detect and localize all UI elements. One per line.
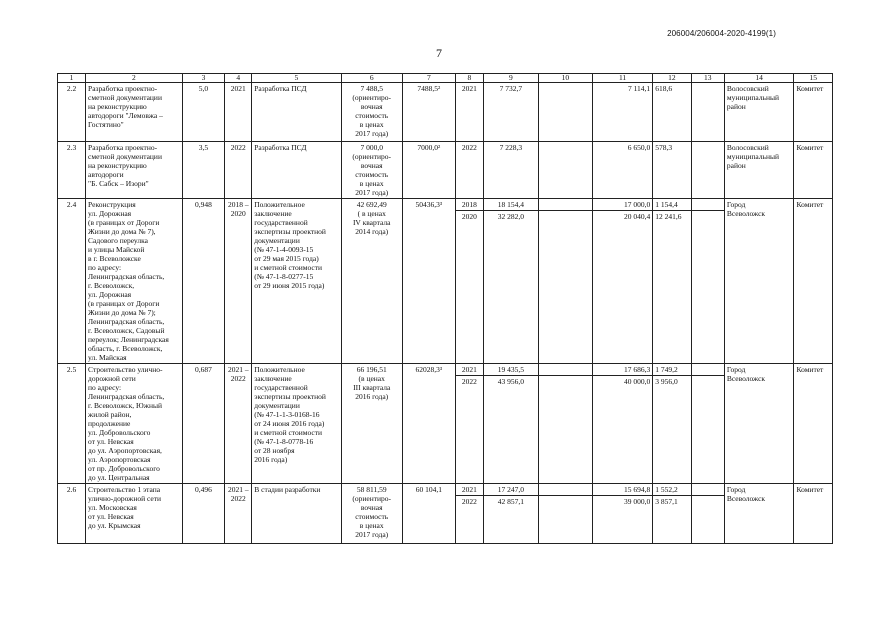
funding-other [691, 364, 724, 484]
page-number: 7 [436, 46, 442, 60]
column-number: 12 [653, 74, 691, 83]
funding-regional-1: 17 686,3 [593, 365, 652, 376]
district: Город Всеволожск [724, 199, 794, 364]
funding-local [653, 364, 691, 484]
funding-other [691, 484, 724, 544]
funding-other [691, 142, 724, 199]
column-number-row [58, 74, 833, 83]
length: 5,0 [182, 83, 225, 142]
column-number: 6 [341, 74, 402, 83]
column-number: 9 [483, 74, 538, 83]
current-cost: 50436,3³ [402, 199, 455, 364]
column-number: 11 [592, 74, 652, 83]
funding-local-2: 3 956,0 [655, 377, 678, 386]
funding-regional: 6 650,0 [592, 142, 652, 199]
funding-total-1: 18 154,4 [484, 200, 538, 211]
length: 0,496 [182, 484, 225, 544]
funding-regional-2: 40 000,0 [623, 377, 651, 386]
funding-local [653, 199, 691, 364]
year: 2021 – 2022 [225, 364, 252, 484]
funding-total-2: 32 282,0 [497, 212, 525, 221]
customer: Комитет [794, 364, 833, 484]
column-number: 3 [182, 74, 225, 83]
funding-total [483, 364, 538, 484]
table-row [58, 142, 833, 199]
column-number: 5 [252, 74, 341, 83]
object-name: Реконструкция ул. Дорожная (в границах от Дороги Жизни до дома № 7), Садового переулка и улицы Майской в г. Всеволожске по адресу: Ленинградская область, г. Всеволожск, ул. Дорожная (в границах от Дороги Жизни до дома № 7); Ленинградская область, г. Всеволожск, Садовый переулок; Ленинградская область, г. Всеволожск, ул. Майская [86, 199, 183, 364]
column-number: 10 [538, 74, 592, 83]
funding-federal [538, 83, 592, 142]
column-number: 13 [691, 74, 724, 83]
funding-federal [538, 199, 592, 364]
funding-total-1: 17 247,0 [484, 485, 538, 496]
funding-regional-2: 20 040,4 [623, 212, 651, 221]
funding-year [455, 364, 483, 484]
year: 2018 – 2020 [225, 199, 252, 364]
current-cost: 62028,3³ [402, 364, 455, 484]
current-cost: 7488,5² [402, 83, 455, 142]
table-row [58, 484, 833, 544]
row-number: 2.3 [58, 142, 86, 199]
funding-total-1: 19 435,5 [484, 365, 538, 376]
funding-year: 2021 [455, 83, 483, 142]
current-cost: 60 104,1 [402, 484, 455, 544]
status: Разработка ПСД [252, 83, 341, 142]
funding-total: 7 228,3 [483, 142, 538, 199]
funding-year-2: 2020 [461, 212, 477, 221]
customer: Комитет [794, 83, 833, 142]
table-row [58, 83, 833, 142]
funding-year-1: 2021 [456, 365, 483, 376]
status: Разработка ПСД [252, 142, 341, 199]
funding-total: 7 732,7 [483, 83, 538, 142]
document-id: 206004/206004-2020-4199(1) [667, 29, 776, 38]
column-number: 8 [455, 74, 483, 83]
funding-regional [592, 199, 652, 364]
status: Положительное заключение государственной экспертизы проектной документации (№ 47-1-1-3-0168-16 от 24 июня 2016 года) и сметной стоимости (№ 47-1-8-0778-16 от 28 ноября 2016 года) [252, 364, 341, 484]
column-number: 7 [402, 74, 455, 83]
program-table [57, 73, 833, 544]
district: Волосовский муниципальный район [724, 83, 794, 142]
current-cost: 7000,0² [402, 142, 455, 199]
status: В стадии разработки [252, 484, 341, 544]
district: Волосовский муниципальный район [724, 142, 794, 199]
funding-total [483, 199, 538, 364]
year: 2021 – 2022 [225, 484, 252, 544]
funding-year [455, 199, 483, 364]
length: 0,687 [182, 364, 225, 484]
column-number: 2 [86, 74, 183, 83]
funding-regional-1: 17 000,0 [593, 200, 652, 211]
district: Город Всеволожск [724, 364, 794, 484]
table-row [58, 364, 833, 484]
row-number: 2.4 [58, 199, 86, 364]
funding-other [691, 83, 724, 142]
funding-regional: 7 114,1 [592, 83, 652, 142]
column-number: 1 [58, 74, 86, 83]
estimated-cost: 7 488,5 (ориентиро- вочная стоимость в ценах 2017 года) [341, 83, 402, 142]
object-name: Строительство 1 этапа улично-дорожной сети ул. Московская от ул. Невская до ул. Крымская [86, 484, 183, 544]
funding-year: 2022 [455, 142, 483, 199]
estimated-cost: 7 000,0 (ориентиро- вочная стоимость в ценах 2017 года) [341, 142, 402, 199]
funding-total-2: 43 956,0 [497, 377, 525, 386]
funding-local-2: 3 857,1 [655, 497, 678, 506]
funding-regional-2: 39 000,0 [623, 497, 651, 506]
customer: Комитет [794, 484, 833, 544]
funding-federal [538, 364, 592, 484]
funding-year-1: 2018 [456, 200, 483, 211]
table-row [58, 199, 833, 364]
funding-local: 618,6 [653, 83, 691, 142]
column-number: 15 [794, 74, 833, 83]
column-number: 14 [724, 74, 794, 83]
year: 2022 [225, 142, 252, 199]
estimated-cost: 66 196,51 (в ценах III квартала 2016 года) [341, 364, 402, 484]
funding-local-1: 1 552,2 [653, 485, 690, 496]
funding-regional-1: 15 694,8 [593, 485, 652, 496]
funding-year-1: 2021 [456, 485, 483, 496]
customer: Комитет [794, 199, 833, 364]
funding-year-2: 2022 [461, 497, 477, 506]
length: 3,5 [182, 142, 225, 199]
estimated-cost: 42 692,49 ( в ценах IV квартала 2014 года) [341, 199, 402, 364]
funding-other [691, 199, 724, 364]
row-number: 2.2 [58, 83, 86, 142]
funding-year [455, 484, 483, 544]
funding-local-1: 1 749,2 [653, 365, 690, 376]
customer: Комитет [794, 142, 833, 199]
funding-local-1: 1 154,4 [653, 200, 690, 211]
object-name: Строительство улично- дорожной сети по адресу: Ленинградская область, г. Всеволожск, Южный жилой район, продолжение ул. Добровольского от ул. Невская до ул. Аэропортовская, ул. Аэропортовская от пр. Добровольского до ул. Центральная [86, 364, 183, 484]
status: Положительное заключение государственной экспертизы проектной документации (№ 47-1-4-0093-15 от 29 мая 2015 года) и сметной стоимости (№ 47-1-8-0277-15 от 29 июня 2015 года) [252, 199, 341, 364]
year: 2021 [225, 83, 252, 142]
estimated-cost: 58 811,59 (ориентиро- вочная стоимость в ценах 2017 года) [341, 484, 402, 544]
object-name: Разработка проектно- сметной документации на реконструкцию автодороги "Б. Сабск – Изори" [86, 142, 183, 199]
row-number: 2.5 [58, 364, 86, 484]
funding-local [653, 484, 691, 544]
funding-regional [592, 484, 652, 544]
funding-local-2: 12 241,6 [655, 212, 682, 221]
funding-total [483, 484, 538, 544]
funding-federal [538, 142, 592, 199]
funding-total-2: 42 857,1 [497, 497, 525, 506]
funding-year-2: 2022 [461, 377, 477, 386]
district: Город Всеволожск [724, 484, 794, 544]
funding-federal [538, 484, 592, 544]
funding-regional [592, 364, 652, 484]
length: 0,948 [182, 199, 225, 364]
row-number: 2.6 [58, 484, 86, 544]
funding-local: 578,3 [653, 142, 691, 199]
column-number: 4 [225, 74, 252, 83]
object-name: Разработка проектно- сметной документации на реконструкцию автодороги "Лемовжа – Гостятино" [86, 83, 183, 142]
